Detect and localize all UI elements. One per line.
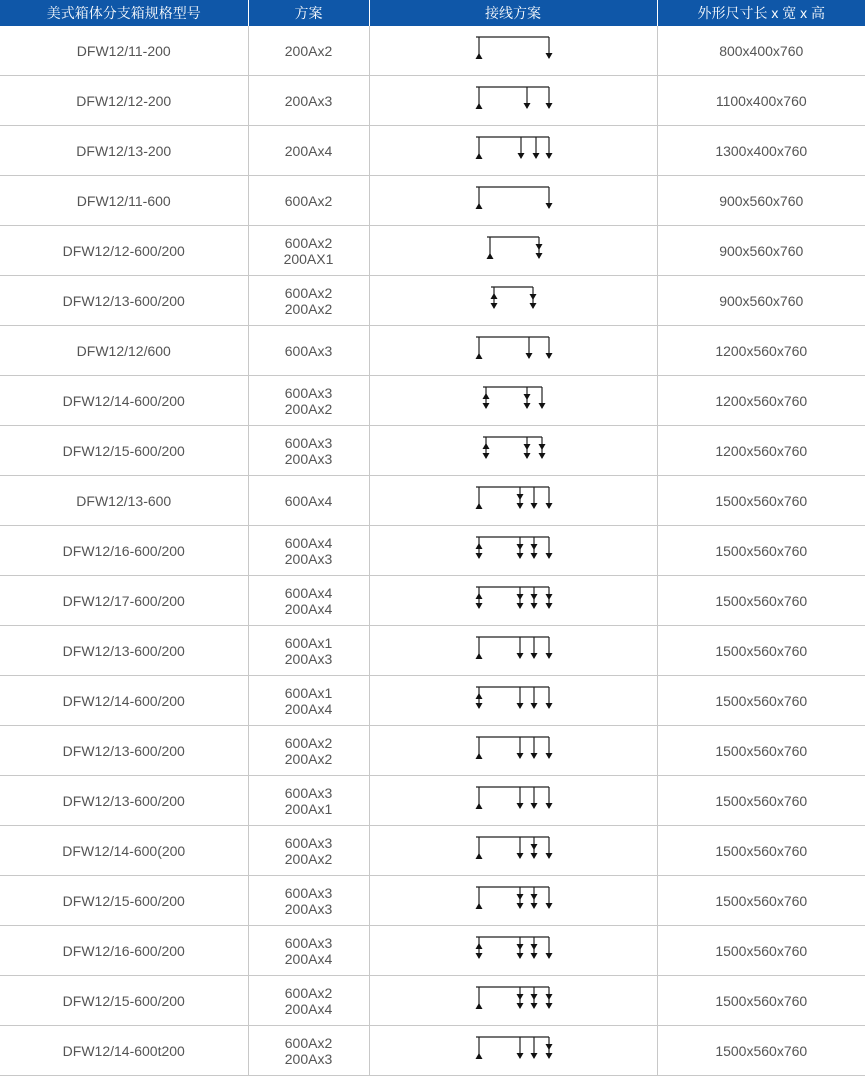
outgoing-arrow-icon (523, 403, 530, 409)
outgoing-arrow-icon (545, 703, 552, 709)
scheme-line: 600Ax4 (284, 492, 333, 509)
outgoing-arrow-icon (545, 553, 552, 559)
model-cell: DFW12/13-600/200 (0, 776, 248, 826)
model-cell: DFW12/16-600/200 (0, 926, 248, 976)
scheme-line: 600Ax4 (284, 534, 333, 551)
outgoing-arrow-icon (523, 103, 530, 109)
outgoing-arrow-icon (475, 553, 482, 559)
scheme-cell (248, 176, 369, 226)
dimension-cell: 900x560x760 (657, 176, 865, 226)
outgoing-arrow-icon (545, 153, 552, 159)
scheme-cell (248, 576, 369, 626)
dimension-cell: 1500x560x760 (657, 476, 865, 526)
outgoing-arrow-icon (517, 153, 524, 159)
scheme-cell (248, 476, 369, 526)
model-cell: DFW12/13-200 (0, 126, 248, 176)
wiring-diagram (370, 926, 658, 975)
table-row (0, 176, 865, 226)
dimension-cell: 1500x560x760 (657, 876, 865, 926)
incoming-arrow-icon (482, 393, 489, 399)
model-cell: DFW12/12/600 (0, 326, 248, 376)
dimension-cell: 1500x560x760 (657, 976, 865, 1026)
header-dimensions: 外形尺寸长 x 宽 x 高 (657, 0, 865, 26)
wiring-diagram (370, 376, 658, 425)
outgoing-arrow-icon (530, 803, 537, 809)
outgoing-arrow-icon (545, 594, 552, 600)
scheme-line: 200Ax2 (284, 300, 333, 317)
wiring-diagram-cell (369, 826, 657, 876)
outgoing-arrow-icon (482, 453, 489, 459)
scheme-line: 600Ax3 (284, 934, 333, 951)
scheme-line: 600Ax1 (284, 684, 333, 701)
wiring-diagram-cell (369, 926, 657, 976)
incoming-arrow-icon (482, 443, 489, 449)
scheme-cell (248, 526, 369, 576)
scheme-line: 200AX1 (283, 250, 334, 267)
dimension-cell: 1100x400x760 (657, 76, 865, 126)
incoming-arrow-icon (475, 693, 482, 699)
outgoing-arrow-icon (545, 994, 552, 1000)
outgoing-arrow-icon (516, 603, 523, 609)
scheme-cell (248, 626, 369, 676)
wiring-diagram-cell (369, 326, 657, 376)
table-row (0, 926, 865, 976)
outgoing-arrow-icon (530, 603, 537, 609)
outgoing-arrow-icon (516, 853, 523, 859)
outgoing-arrow-icon (516, 553, 523, 559)
model-cell: DFW12/15-600/200 (0, 976, 248, 1026)
scheme-cell (248, 26, 369, 76)
outgoing-arrow-icon (516, 544, 523, 550)
table-row (0, 976, 865, 1026)
model-cell: DFW12/14-600(200 (0, 826, 248, 876)
wiring-diagram-cell (369, 26, 657, 76)
outgoing-arrow-icon (530, 703, 537, 709)
wiring-diagram (370, 576, 658, 625)
wiring-diagram-cell (369, 976, 657, 1026)
model-cell: DFW12/11-600 (0, 176, 248, 226)
wiring-diagram (370, 776, 658, 825)
scheme-line: 200Ax3 (284, 1050, 333, 1067)
scheme-line: 600Ax3 (284, 784, 333, 801)
outgoing-arrow-icon (516, 594, 523, 600)
scheme-line: 200Ax3 (284, 900, 333, 917)
wiring-diagram (370, 976, 658, 1025)
incoming-arrow-icon (475, 1053, 482, 1059)
wiring-diagram (370, 476, 658, 525)
outgoing-arrow-icon (545, 1044, 552, 1050)
scheme-line: 200Ax1 (284, 800, 333, 817)
wiring-diagram (370, 876, 658, 925)
scheme-line: 600Ax3 (284, 384, 333, 401)
incoming-arrow-icon (475, 543, 482, 549)
outgoing-arrow-icon (530, 503, 537, 509)
scheme-line: 200Ax4 (284, 950, 333, 967)
outgoing-arrow-icon (516, 944, 523, 950)
outgoing-arrow-icon (545, 103, 552, 109)
wiring-diagram-cell (369, 426, 657, 476)
scheme-line: 200Ax3 (284, 450, 333, 467)
outgoing-arrow-icon (532, 153, 539, 159)
wiring-diagram (370, 226, 658, 275)
model-cell: DFW12/16-600/200 (0, 526, 248, 576)
header-wiring-diagram: 接线方案 (369, 0, 657, 26)
table-row (0, 126, 865, 176)
outgoing-arrow-icon (545, 853, 552, 859)
wiring-diagram-cell (369, 476, 657, 526)
outgoing-arrow-icon (545, 903, 552, 909)
wiring-diagram-cell (369, 526, 657, 576)
dimension-cell: 1500x560x760 (657, 676, 865, 726)
scheme-cell (248, 426, 369, 476)
table-row (0, 1026, 865, 1076)
table-row (0, 576, 865, 626)
dimension-cell: 1300x400x760 (657, 126, 865, 176)
outgoing-arrow-icon (516, 753, 523, 759)
incoming-arrow-icon (475, 53, 482, 59)
wiring-diagram-cell (369, 1026, 657, 1076)
dimension-cell: 1500x560x760 (657, 626, 865, 676)
incoming-arrow-icon (486, 253, 493, 259)
outgoing-arrow-icon (545, 953, 552, 959)
wiring-diagram-cell (369, 76, 657, 126)
table-body (0, 26, 865, 1076)
scheme-cell (248, 926, 369, 976)
outgoing-arrow-icon (516, 903, 523, 909)
header-model: 美式箱体分支箱规格型号 (0, 0, 248, 26)
outgoing-arrow-icon (516, 703, 523, 709)
wiring-diagram-cell (369, 776, 657, 826)
wiring-diagram (370, 1026, 658, 1075)
scheme-line: 600Ax2 (284, 984, 333, 1001)
dimension-cell: 1500x560x760 (657, 526, 865, 576)
wiring-diagram (370, 526, 658, 575)
header-scheme: 方案 (248, 0, 369, 26)
outgoing-arrow-icon (523, 453, 530, 459)
outgoing-arrow-icon (545, 603, 552, 609)
outgoing-arrow-icon (529, 303, 536, 309)
dimension-cell: 900x560x760 (657, 276, 865, 326)
table-row (0, 526, 865, 576)
scheme-line: 600Ax2 (284, 234, 333, 251)
scheme-line: 200Ax2 (284, 42, 333, 59)
model-cell: DFW12/12-200 (0, 76, 248, 126)
outgoing-arrow-icon (545, 503, 552, 509)
outgoing-arrow-icon (545, 353, 552, 359)
dimension-cell: 1500x560x760 (657, 726, 865, 776)
incoming-arrow-icon (475, 853, 482, 859)
outgoing-arrow-icon (516, 1003, 523, 1009)
outgoing-arrow-icon (530, 994, 537, 1000)
scheme-line: 600Ax3 (284, 884, 333, 901)
table-row (0, 426, 865, 476)
incoming-arrow-icon (475, 593, 482, 599)
outgoing-arrow-icon (530, 903, 537, 909)
scheme-line: 600Ax2 (284, 284, 333, 301)
wiring-diagram (370, 26, 658, 75)
outgoing-arrow-icon (530, 1053, 537, 1059)
model-cell: DFW12/14-600t200 (0, 1026, 248, 1076)
table-row (0, 26, 865, 76)
scheme-line: 200Ax2 (284, 400, 333, 417)
incoming-arrow-icon (475, 943, 482, 949)
scheme-cell (248, 276, 369, 326)
outgoing-arrow-icon (545, 1053, 552, 1059)
outgoing-arrow-icon (516, 953, 523, 959)
incoming-arrow-icon (475, 103, 482, 109)
wiring-diagram-cell (369, 626, 657, 676)
scheme-line: 200Ax4 (284, 600, 333, 617)
table-row (0, 626, 865, 676)
table-row (0, 826, 865, 876)
scheme-line: 200Ax4 (284, 1000, 333, 1017)
outgoing-arrow-icon (530, 653, 537, 659)
outgoing-arrow-icon (535, 244, 542, 250)
scheme-cell (248, 1026, 369, 1076)
outgoing-arrow-icon (475, 703, 482, 709)
incoming-arrow-icon (475, 353, 482, 359)
model-cell: DFW12/13-600 (0, 476, 248, 526)
outgoing-arrow-icon (530, 944, 537, 950)
wiring-diagram (370, 626, 658, 675)
wiring-diagram (370, 276, 658, 325)
outgoing-arrow-icon (530, 1003, 537, 1009)
incoming-arrow-icon (490, 293, 497, 299)
outgoing-arrow-icon (530, 594, 537, 600)
outgoing-arrow-icon (523, 444, 530, 450)
outgoing-arrow-icon (516, 494, 523, 500)
table-row (0, 76, 865, 126)
outgoing-arrow-icon (525, 353, 532, 359)
outgoing-arrow-icon (516, 994, 523, 1000)
model-cell: DFW12/14-600/200 (0, 676, 248, 726)
scheme-cell (248, 326, 369, 376)
outgoing-arrow-icon (516, 803, 523, 809)
scheme-cell (248, 976, 369, 1026)
scheme-line: 600Ax2 (284, 734, 333, 751)
table-row (0, 226, 865, 276)
model-cell: DFW12/17-600/200 (0, 576, 248, 626)
model-cell: DFW12/13-600/200 (0, 276, 248, 326)
wiring-diagram-cell (369, 126, 657, 176)
outgoing-arrow-icon (545, 753, 552, 759)
scheme-line: 600Ax3 (284, 342, 333, 359)
wiring-diagram (370, 676, 658, 725)
model-cell: DFW12/15-600/200 (0, 876, 248, 926)
outgoing-arrow-icon (516, 894, 523, 900)
scheme-line: 600Ax2 (284, 1034, 333, 1051)
model-cell: DFW12/13-600/200 (0, 726, 248, 776)
outgoing-arrow-icon (530, 894, 537, 900)
incoming-arrow-icon (475, 1003, 482, 1009)
scheme-cell (248, 376, 369, 426)
outgoing-arrow-icon (482, 403, 489, 409)
incoming-arrow-icon (475, 903, 482, 909)
table-row (0, 776, 865, 826)
outgoing-arrow-icon (516, 503, 523, 509)
dimension-cell: 1500x560x760 (657, 926, 865, 976)
outgoing-arrow-icon (530, 553, 537, 559)
incoming-arrow-icon (475, 753, 482, 759)
dimension-cell: 1200x560x760 (657, 376, 865, 426)
scheme-line: 600Ax2 (284, 192, 333, 209)
scheme-line: 200Ax4 (284, 142, 333, 159)
scheme-cell (248, 226, 369, 276)
model-cell: DFW12/14-600/200 (0, 376, 248, 426)
outgoing-arrow-icon (545, 803, 552, 809)
dimension-cell: 1500x560x760 (657, 1026, 865, 1076)
outgoing-arrow-icon (538, 453, 545, 459)
wiring-diagram-cell (369, 676, 657, 726)
scheme-line: 200Ax3 (284, 92, 333, 109)
model-cell: DFW12/12-600/200 (0, 226, 248, 276)
table-row (0, 676, 865, 726)
outgoing-arrow-icon (475, 953, 482, 959)
scheme-cell (248, 126, 369, 176)
scheme-line: 600Ax1 (284, 634, 333, 651)
outgoing-arrow-icon (529, 294, 536, 300)
incoming-arrow-icon (475, 203, 482, 209)
wiring-diagram (370, 176, 658, 225)
model-cell: DFW12/11-200 (0, 26, 248, 76)
wiring-diagram (370, 76, 658, 125)
wiring-diagram-cell (369, 376, 657, 426)
outgoing-arrow-icon (530, 544, 537, 550)
dimension-cell: 1500x560x760 (657, 826, 865, 876)
outgoing-arrow-icon (535, 253, 542, 259)
scheme-cell (248, 726, 369, 776)
dimension-cell: 1200x560x760 (657, 326, 865, 376)
outgoing-arrow-icon (538, 403, 545, 409)
wiring-diagram-cell (369, 576, 657, 626)
wiring-diagram-cell (369, 876, 657, 926)
scheme-line: 600Ax4 (284, 584, 333, 601)
table-row (0, 326, 865, 376)
wiring-diagram-cell (369, 226, 657, 276)
dimension-cell: 800x400x760 (657, 26, 865, 76)
scheme-cell (248, 776, 369, 826)
table-header-row (0, 0, 865, 26)
dimension-cell: 1500x560x760 (657, 576, 865, 626)
outgoing-arrow-icon (516, 653, 523, 659)
outgoing-arrow-icon (523, 394, 530, 400)
outgoing-arrow-icon (530, 853, 537, 859)
outgoing-arrow-icon (545, 653, 552, 659)
dimension-cell: 1200x560x760 (657, 426, 865, 476)
scheme-cell (248, 876, 369, 926)
incoming-arrow-icon (475, 653, 482, 659)
wiring-diagram-cell (369, 276, 657, 326)
outgoing-arrow-icon (530, 753, 537, 759)
outgoing-arrow-icon (545, 53, 552, 59)
outgoing-arrow-icon (490, 303, 497, 309)
outgoing-arrow-icon (530, 844, 537, 850)
wiring-diagram (370, 726, 658, 775)
scheme-line: 200Ax2 (284, 850, 333, 867)
incoming-arrow-icon (475, 153, 482, 159)
outgoing-arrow-icon (516, 1053, 523, 1059)
table-row (0, 276, 865, 326)
model-cell: DFW12/13-600/200 (0, 626, 248, 676)
dimension-cell: 900x560x760 (657, 226, 865, 276)
table-row (0, 876, 865, 926)
scheme-line: 200Ax3 (284, 650, 333, 667)
wiring-diagram (370, 426, 658, 475)
table-row (0, 476, 865, 526)
scheme-cell (248, 676, 369, 726)
outgoing-arrow-icon (530, 953, 537, 959)
wiring-diagram-cell (369, 726, 657, 776)
wiring-diagram (370, 326, 658, 375)
outgoing-arrow-icon (475, 603, 482, 609)
wiring-diagram-cell (369, 176, 657, 226)
scheme-cell (248, 826, 369, 876)
table-row (0, 376, 865, 426)
outgoing-arrow-icon (545, 203, 552, 209)
scheme-line: 600Ax3 (284, 434, 333, 451)
table-row (0, 726, 865, 776)
scheme-cell (248, 76, 369, 126)
dimension-cell: 1500x560x760 (657, 776, 865, 826)
scheme-line: 200Ax2 (284, 750, 333, 767)
scheme-line: 200Ax3 (284, 550, 333, 567)
incoming-arrow-icon (475, 803, 482, 809)
scheme-line: 200Ax4 (284, 700, 333, 717)
outgoing-arrow-icon (538, 444, 545, 450)
scheme-line: 600Ax3 (284, 834, 333, 851)
outgoing-arrow-icon (545, 1003, 552, 1009)
wiring-diagram (370, 826, 658, 875)
wiring-diagram (370, 126, 658, 175)
incoming-arrow-icon (475, 503, 482, 509)
model-cell: DFW12/15-600/200 (0, 426, 248, 476)
